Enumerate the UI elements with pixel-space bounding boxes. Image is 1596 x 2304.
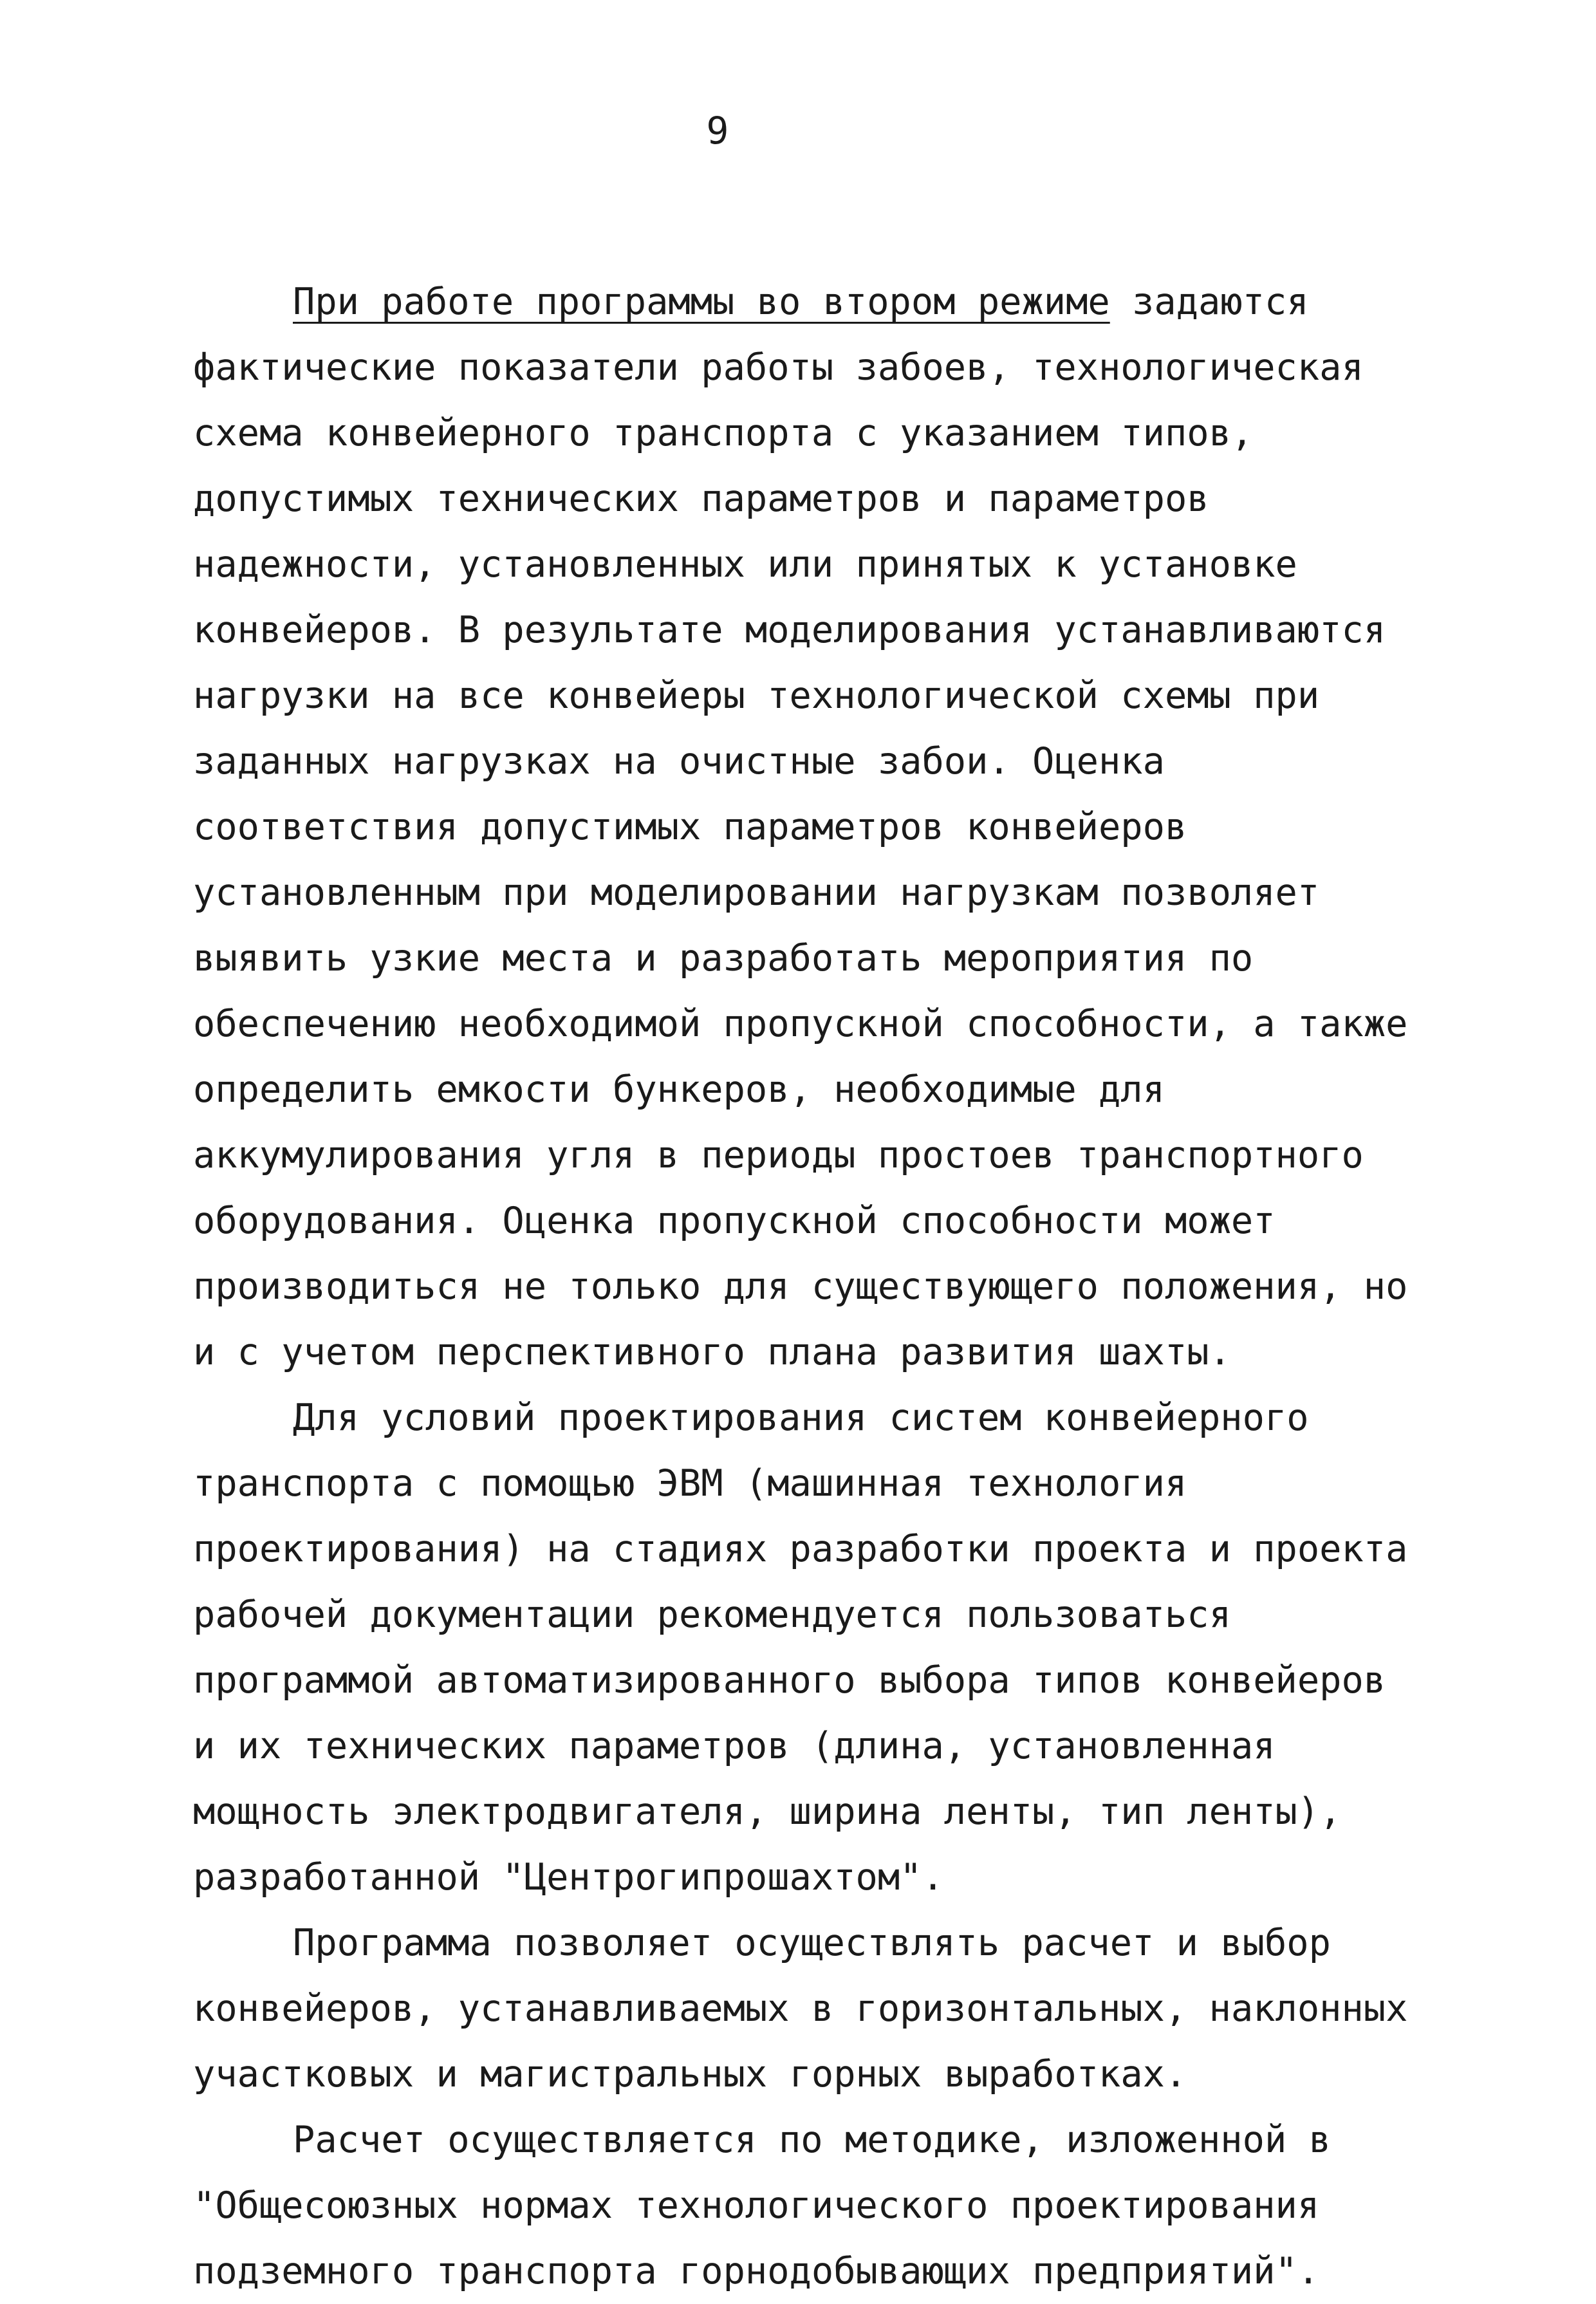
paragraph-computer-design: Для условий проектирования систем конвейерного транспорта с помощью ЭВМ (машинная технология проектирования) на стадиях разработки проекта и проекта рабочей документации рекомендуется пользоваться программой автоматизированного выбора типов конвейеров и их технических параметров (длина, установленная мощность электродвигателя, ширина ленты, тип ленты), разработанной "Центрогипрошахтом". <box>193 1397 1408 1899</box>
page-number: 9 <box>706 109 729 153</box>
paragraph-program-capability: Программа позволяет осуществлять расчет и выбор конвейеров, устанавливаемых в горизонтальных, наклонных участковых и магистральных горных выработках. <box>193 1922 1408 2095</box>
paragraph-calculation-method: Расчет осуществляется по методике, изложенной в "Общесоюзных нормах технологического проектирования подземного транспорта горнодобывающих предприятий". <box>193 2119 1331 2292</box>
document-body <box>193 269 1416 2304</box>
underlined-lead-phrase: При работе программы во втором режиме <box>293 281 1110 323</box>
paragraph-text: задаются фактические показатели работы забоев, технологическая схема конвейерного транспорта с указанием типов, допустимых технических параметров и параметров надежности, установленных или принятых к установке конвейеров. В результате моделирования устанавливаются нагрузки на все конвейеры технологической схемы при заданных нагрузках на очистные забои. Оценка соответствия допустимых параметров конвейеров установленным при моделировании нагрузкам позволяет выявить узкие места и разработать мероприятия по обеспечению необходимой пропускной способности, а также определить емкости бункеров, необходимые для аккумулирования угля в периоды простоев транспортного оборудования. Оценка пропускной способности может производиться не только для существующего положения, но и с учетом перспективного плана развития шахты. <box>193 281 1408 1373</box>
paragraph-second-mode <box>193 269 1416 1385</box>
